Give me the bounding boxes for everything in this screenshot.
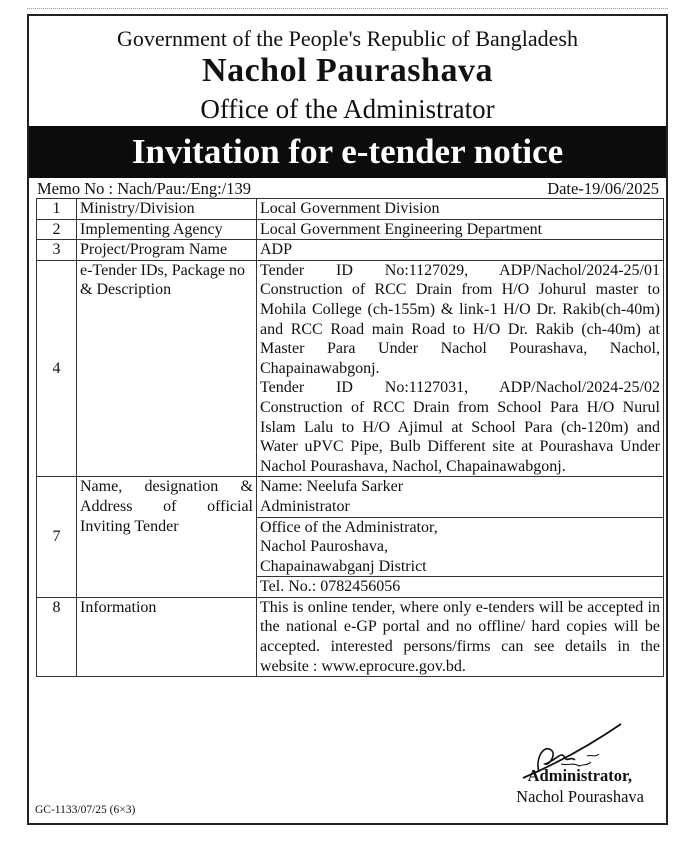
row-serial: 7	[37, 477, 77, 598]
memo-date: Date-19/06/2025	[547, 179, 659, 198]
organization-name: Nachol Paurashava	[202, 52, 493, 89]
row-serial: 3	[37, 240, 77, 261]
table-row	[37, 597, 664, 676]
row-field: Name, designation & Address of official Inviting Tender	[77, 477, 257, 598]
official-telephone: Tel. No.: 0782456056	[260, 578, 401, 596]
tender-notice	[27, 14, 668, 825]
row-value: ADP	[257, 240, 664, 261]
official-name-block	[257, 477, 663, 517]
row-value: Local Government Engineering Department	[257, 219, 664, 240]
memo-number: Memo No : Nach/Pau:/Eng:/139	[37, 179, 252, 198]
office-name: Office of the Administrator	[200, 94, 495, 124]
tender-packages	[257, 260, 664, 477]
inviting-official	[257, 477, 664, 598]
row-field: e-Tender IDs, Package no & Description	[77, 260, 257, 477]
row-value: Local Government Division	[257, 199, 664, 220]
official-address	[257, 518, 663, 578]
clipped-previous-notice-edge	[27, 0, 668, 9]
tender-details-table	[36, 198, 664, 677]
table-row	[37, 240, 664, 261]
row-serial: 2	[37, 219, 77, 240]
official-designation: Administrator	[260, 497, 350, 515]
information-text: This is online tender, where only e-tenders will be accepted in the national e-GP portal and no offline/ hard copies will be accepted. interested persons/firms can see details in the website : www.eprocure.gov.bd.	[257, 597, 664, 676]
row-field: Ministry/Division	[77, 199, 257, 220]
tender-2-description: Construction of RCC Drain from School Para H/O Nurul Islam Lalu to H/O Ajimul at School Para (ch-120m) and Water uPVC Pipe, Bulb Different site at Pourashava Under Nachol Pourashava, Nachol, Chapainawabgonj.	[260, 398, 660, 475]
tender-1-id: Tender ID No:1127029, ADP/Nachol/2024-25/01	[260, 261, 660, 279]
row-field: Project/Program Name	[77, 240, 257, 261]
row-field: Implementing Agency	[77, 219, 257, 240]
address-line: Chapainawabganj District	[260, 557, 427, 575]
table-row	[37, 477, 664, 598]
address-line: Nachol Pauroshava,	[260, 538, 388, 556]
signatory-title: Administrator,	[527, 766, 632, 785]
signatory-office: Nachol Pourashava	[516, 787, 644, 806]
table-row	[37, 219, 664, 240]
notice-title-banner: Invitation for e-tender notice	[29, 126, 666, 178]
tender-1-description: Construction of RCC Drain from H/O Johurul master to Mohila College (ch-155m) & link-1 H/O Dr. Rakib(ch-40m) and RCC Road main Road to H/O Dr. Rakib (ch-40m) at Master Para Under Nachol Pourashava, Nachol, Chapainawabgonj.	[260, 281, 660, 377]
address-line: Office of the Administrator,	[260, 518, 438, 536]
tender-2-id: Tender ID No:1127031, ADP/Nachol/2024-25/02	[260, 379, 660, 397]
row-field: Information	[77, 597, 257, 676]
table-row	[37, 260, 664, 477]
table-row	[37, 199, 664, 220]
row-serial: 8	[37, 597, 77, 676]
government-heading: Government of the People's Republic of Bangladesh	[117, 26, 578, 51]
official-name: Name: Neelufa Sarker	[260, 478, 404, 496]
publication-code: GC-1133/07/25 (6×3)	[35, 804, 136, 816]
row-serial: 4	[37, 260, 77, 477]
row-serial: 1	[37, 199, 77, 220]
